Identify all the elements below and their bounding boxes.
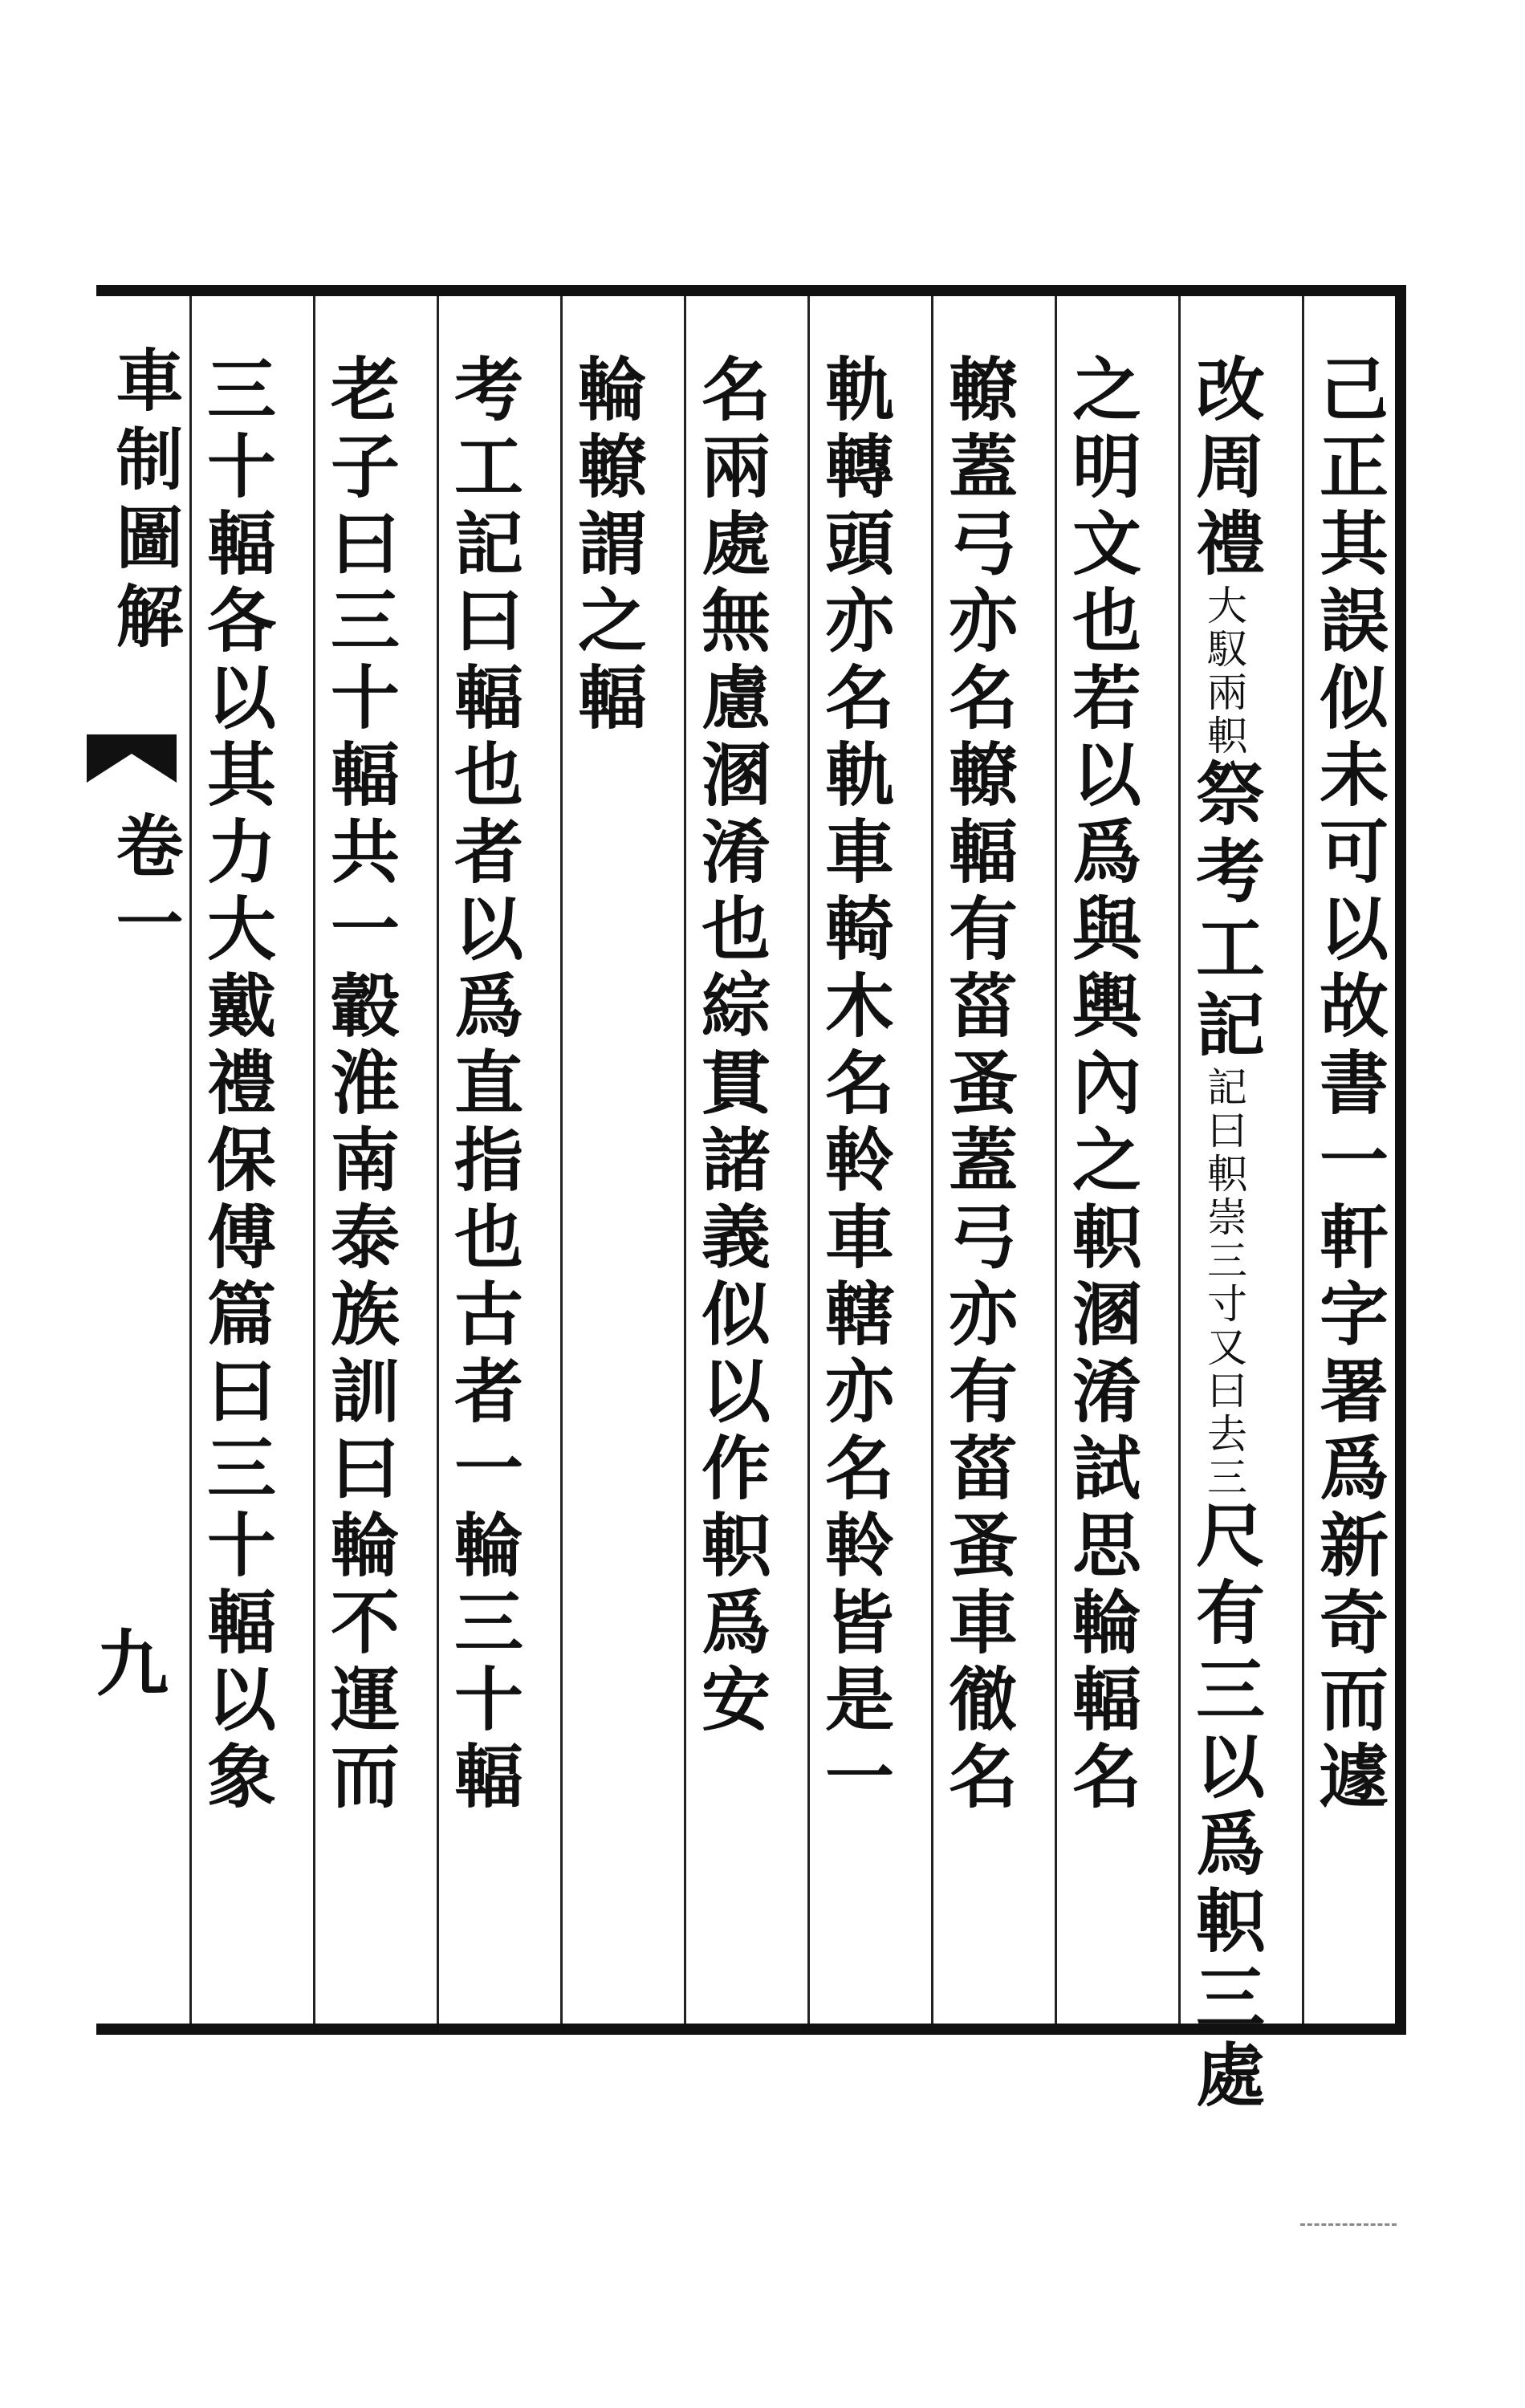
volume-label: 卷一 <box>105 811 185 965</box>
text-column-10: 三十輻各以其力大戴禮保傅篇曰三十輻以象 <box>195 353 276 1817</box>
text-column-5: 軌轉頭亦名軌車輢木名軨車轄亦名軨皆是一 <box>813 353 894 1817</box>
column-rule <box>1302 296 1304 2024</box>
column-rule <box>807 296 810 2024</box>
text-column-7-heading: 輪轑謂之輻 <box>566 353 647 738</box>
text-column-2 <box>1184 353 1265 2116</box>
text-column-1: 己正其誤似未可以故書一軒字署爲新奇而遽 <box>1307 353 1389 1817</box>
column-rule <box>437 296 439 2024</box>
column-rule <box>560 296 563 2024</box>
text-column-3: 之明文也若以爲與輿內之軹溷淆試思輪輻名 <box>1060 353 1141 1817</box>
annotation-text: 記曰軹崇三寸又曰去三 <box>1201 1066 1247 1499</box>
column-text: 改周禮 <box>1184 353 1265 584</box>
text-column-4: 轑蓋弓亦名轑輻有菑蚤蓋弓亦有菑蚤車徹名 <box>937 353 1018 1817</box>
column-text: 尺有三以爲軹三處 <box>1184 1499 1265 2116</box>
column-rule <box>1178 296 1181 2024</box>
column-rule <box>1055 296 1057 2024</box>
column-rule <box>313 296 315 2024</box>
scan-mark <box>1300 2223 1397 2229</box>
column-text: 祭考工記 <box>1184 758 1265 1066</box>
column-rule <box>684 296 686 2024</box>
text-column-6: 名兩處無慮溷淆也綜貫諸義似以作軹爲安 <box>689 353 771 1740</box>
column-rule <box>931 296 933 2024</box>
book-title: 車制圖解 <box>105 345 185 660</box>
page-number: 九 <box>96 1621 169 1706</box>
text-column-9: 老子曰三十輻共一轂淮南泰族訓曰輪不運而 <box>319 353 400 1817</box>
annotation-text: 大馭兩軹 <box>1201 584 1247 758</box>
text-column-8: 考工記曰輻也者以爲直指也古者一輪三十輻 <box>442 353 523 1817</box>
